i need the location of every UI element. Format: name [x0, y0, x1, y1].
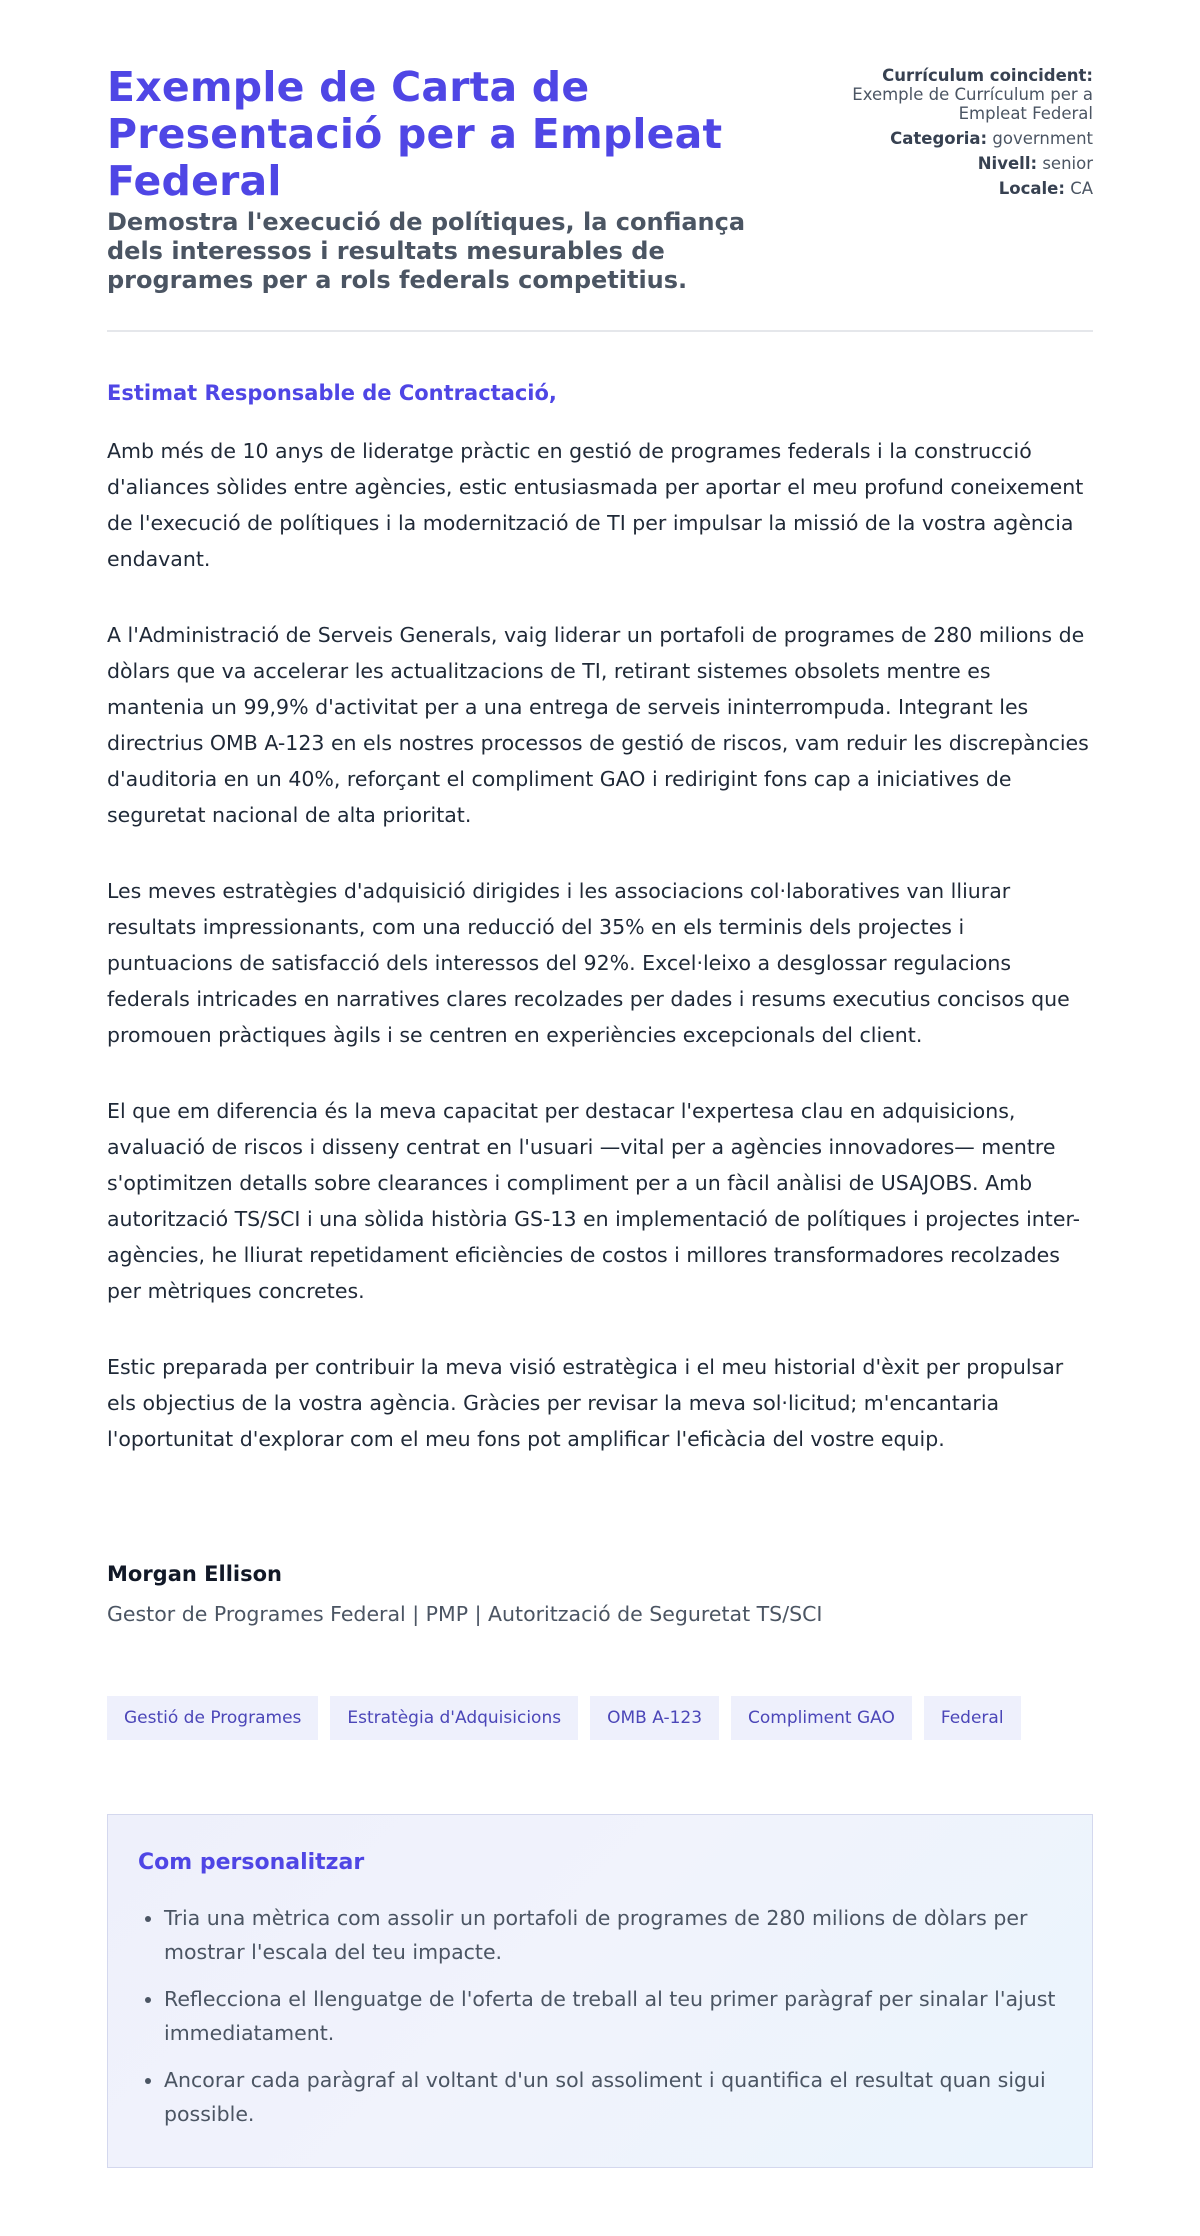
skill-tag: Gestió de Programes: [107, 1696, 318, 1740]
letter-paragraph: Amb més de 10 anys de lideratge pràctic en gestió de programes federals i la construcció d'aliances sòlides entre agències, estic entusiasmada per aportar el meu profund coneixement de l'execució de polítiques i la modernització de TI per impulsar la missió de la vostra agència endavant.: [107, 439, 1084, 571]
letter-paragraph: A l'Administració de Serveis Generals, vaig liderar un portafoli de programes de 280 milions de dòlars que va accelerar les actualitzacions de TI, retirant sistemes obsolets mentre es mantenia un 99,9% d'activitat per a una entrega de serveis ininterrompuda. Integrant les directrius OMB A-123 en els nostres processos de gestió de riscos, vam reduir les discrepàncies d'auditoria en un 40%, reforçant el compliment GAO i redirigint fons cap a iniciatives de seguretat nacional de alta prioritat.: [107, 623, 1089, 827]
document-header: [107, 0, 1093, 330]
tips-list: [138, 1901, 1064, 2144]
signature-block: [107, 1560, 1093, 1628]
letter-paragraph: El que em diferencia és la meva capacitat per destacar l'expertesa clau en adquisicions, avaluació de riscos i disseny centrat en l'usuari —vital per a agències innovadores— mentre s'optimitzen detalls sobre clearances i compliment per a un fàcil anàlisi de USAJOBS. Amb autorització TS/SCI i una sòlida història GS-13 en implementació de polítiques i projectes inter-agències, he lliurat repetidament eficiències de costos i millores transformadores recolzades per mètriques concretes.: [107, 1099, 1080, 1303]
meta-level-value: senior: [1042, 154, 1093, 173]
meta-locale: [833, 179, 1093, 198]
page-subtitle: Demostra l'execució de polítiques, la confiança dels interessos i resultats mesurables de programes per a rols federals competitius.: [107, 208, 746, 294]
meta-level-label: Nivell:: [977, 154, 1038, 173]
meta-category-value: government: [992, 129, 1093, 148]
letter-body: [107, 433, 1093, 1497]
meta-info: [833, 66, 1093, 204]
meta-matching-resume-label: Currículum coincident:: [882, 66, 1093, 85]
meta-level: [833, 154, 1093, 173]
letter-salutation: Estimat Responsable de Contractació,: [107, 381, 557, 405]
tip-item: • Reflecciona el llenguatge de l'oferta de treball al teu primer paràgraf per sinalar l'ajust immediatament.: [164, 1982, 1064, 2050]
skill-tag: Estratègia d'Adquisicions: [330, 1696, 578, 1740]
letter-paragraph: Estic preparada per contribuir la meva visió estratègica i el meu historial d'èxit per propulsar els objectius de la vostra agència. Gràcies per revisar la meva sol·licitud; m'encantaria l'oportunitat d'explorar com el meu fons pot amplificar l'eficàcia del vostre equip.: [107, 1355, 1064, 1451]
meta-matching-resume: [833, 66, 1093, 123]
document-page: [107, 0, 1093, 2126]
customization-tips-box: [107, 1814, 1093, 2168]
letter-paragraph: Les meves estratègies d'adquisició dirigides i les associacions col·laboratives van lliurar resultats impressionants, com una reducció del 35% en els terminis dels projectes i puntuacions de satisfacció dels interessos del 92%. Excel·leixo a desglossar regulacions federals intricades en narratives clares recolzades per dades i resums executius concisos que promouen pràctiques àgils i se centren en experiències excepcionals del client.: [107, 879, 1070, 1047]
header-divider: [107, 330, 1093, 332]
signature-title: Gestor de Programes Federal | PMP | Autorització de Seguretat TS/SCI: [107, 1602, 823, 1626]
tips-title: Com personalitzar: [138, 1850, 365, 1875]
tip-item: • Ancorar cada paràgraf al voltant d'un sol assoliment i quantifica el resultat quan sigui possible.: [164, 2063, 1064, 2131]
meta-locale-label: Locale:: [998, 179, 1065, 198]
title-block: [107, 64, 807, 295]
skill-tag: Federal: [924, 1696, 1021, 1740]
meta-category-label: Categoria:: [890, 129, 988, 148]
tip-item: • Tria una mètrica com assolir un portafoli de programes de 280 milions de dòlars per mostrar l'escala del teu impacte.: [164, 1901, 1064, 1969]
skill-tag: Compliment GAO: [731, 1696, 912, 1740]
meta-matching-resume-value: Exemple de Currículum per a Empleat Federal: [852, 85, 1093, 123]
signature-name: Morgan Ellison: [107, 1562, 282, 1586]
meta-category: [833, 129, 1093, 148]
skill-tags: [107, 1696, 1021, 1740]
meta-locale-value: CA: [1070, 179, 1093, 198]
page-title: Exemple de Carta de Presentació per a Empleat Federal: [107, 63, 723, 205]
skill-tag: OMB A-123: [590, 1696, 719, 1740]
